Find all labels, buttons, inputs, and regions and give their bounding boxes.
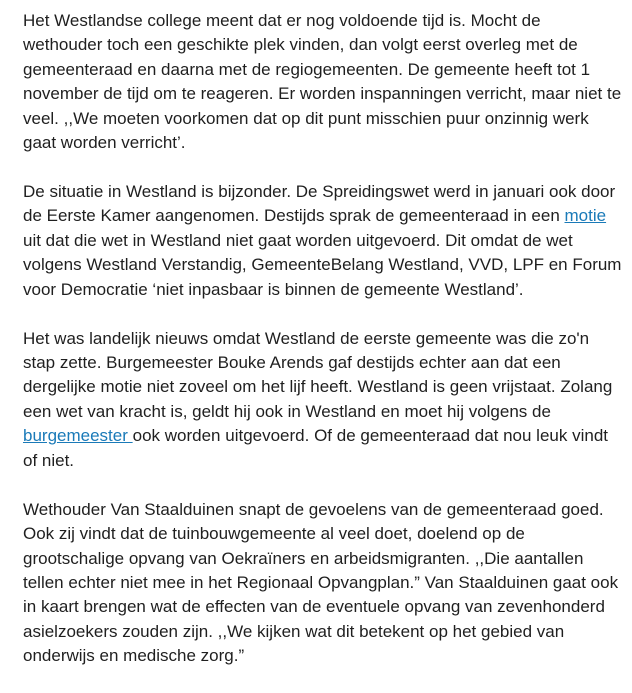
- paragraph-text: Het was landelijk nieuws omdat Westland de eerste gemeente was die zo'n stap zette. Burgemeester Bouke Arends gaf destijds echter aan dat een dergelijke motie niet zoveel om het lijf heeft. Westland is geen vrijstaat. Zolang een wet van kracht is, geldt hij ook in Westland en moet hij volgens de: [23, 328, 613, 421]
- article-body: [23, 9, 623, 693]
- paragraph-text: De situatie in Westland is bijzonder. De Spreidingswet werd in januari ook door de Eerste Kamer aangenomen. Destijds sprak de gemeenteraad in een: [23, 182, 616, 226]
- paragraph-1: [23, 9, 623, 155]
- paragraph-text: ook worden uitgevoerd. Of de gemeenteraad dat nou leuk vindt of niet.: [23, 426, 608, 470]
- paragraph-text: uit dat die wet in Westland niet gaat worden uitgevoerd. Dit omdat de wet volgens Westland Verstandig, GemeenteBelang Westland, VVD, LPF en Forum voor Democratie ‘niet inpasbaar is binnen de gemeente Westland’.: [23, 230, 622, 299]
- paragraph-text: Het Westlandse college meent dat er nog voldoende tijd is. Mocht de wethouder toch een geschikte plek vinden, dan volgt eerst overleg met de gemeenteraad en daarna met de regiogemeenten. De gemeente heeft tot 1 november de tijd om te reageren. Er worden inspanningen verricht, maar niet te veel. ,,We moeten voorkomen dat op dit punt misschien puur onzinnig werk gaat worden verricht’.: [23, 11, 622, 153]
- paragraph-2: [23, 180, 623, 302]
- burgemeester-link[interactable]: burgemeester: [23, 426, 133, 446]
- motie-link[interactable]: motie: [564, 206, 607, 226]
- paragraph-4: [23, 498, 623, 669]
- paragraph-text: Wethouder Van Staalduinen snapt de gevoelens van de gemeenteraad goed. Ook zij vindt dat de tuinbouwgemeente al veel doet, doelend op de grootschalige opvang van Oekraïners en arbeidsmigranten. ,,Die aantallen tellen echter niet mee in het Regionaal Opvangplan.” Van Staalduinen gaat ook in kaart brengen wat de effecten van de eventuele opvang van zevenhonderd asielzoekers zouden zijn. ,,We kijken wat dit betekent op het gebied van onderwijs en medische zorg.”: [23, 499, 619, 666]
- paragraph-3: [23, 327, 623, 473]
